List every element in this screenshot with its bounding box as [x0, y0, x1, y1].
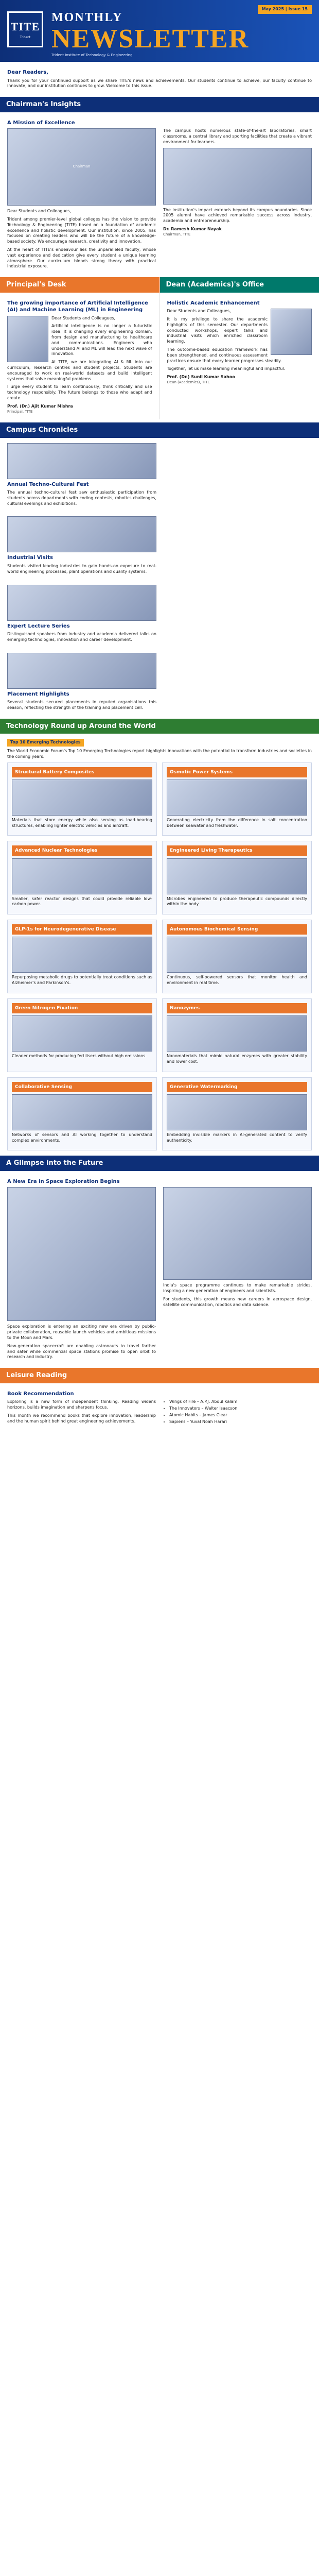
intro-section [0, 62, 319, 97]
tech-item [7, 1077, 157, 1151]
tech-item-photo [167, 1094, 307, 1130]
tech-item-photo [167, 858, 307, 894]
principal-p1: Dear Students and Colleagues, [51, 315, 116, 320]
tech-subtitle: Top 10 Emerging Technologies [7, 739, 84, 747]
principal-photo [7, 316, 48, 362]
principal-p3: At TITE, we are integrating AI & ML into our curriculum, research centres and student projects. Students are encouraged to work on real-world datasets and build intelligent systems that solve meaningful problems. [7, 360, 152, 381]
institute-logo [7, 11, 43, 47]
tech-band: Technology Round up Around the World [0, 719, 319, 734]
campus-section [0, 438, 319, 719]
chairman-p2: Trident among premier-level global colleges has the vision to provide Technology & Engineering (TITE) based on a foundation of academic excellence and holistic development. Our institution, since 2005, has focused on creating leaders who will be the future of a knowledge-based society. We encourage research, creativity and innovation. [7, 216, 156, 244]
future-band: A Glimpse into the Future [0, 1156, 319, 1171]
dean-photo [271, 309, 312, 355]
future-p4: For students, this growth means new careers in aerospace design, satellite communication, robotics and data science. [163, 1297, 312, 1307]
principal-dean-row [0, 277, 319, 419]
tech-item-photo [12, 779, 152, 816]
dean-p4: Together, let us make learning meaningful and impactful. [167, 366, 286, 371]
tech-item-title: Structural Battery Composites [12, 767, 152, 777]
future-p3: India's space programme continues to make remarkable strides, inspiring a new generation of engineers and scientists. [163, 1283, 312, 1294]
tech-item [162, 762, 312, 836]
dean-p3: The outcome-based education framework has been strengthened, and continuous assessment practices ensure that every learner progresses steadily. [167, 347, 282, 363]
tech-item-photo [12, 1094, 152, 1130]
tech-item-text: Generating electricity from the difference in salt concentration between seawater and freshwater. [167, 817, 307, 828]
tech-item-title: Collaborative Sensing [12, 1082, 152, 1092]
campus-item-photo [7, 516, 156, 552]
campus-band: Campus Chronicles [0, 422, 319, 438]
tech-section [0, 734, 319, 1156]
book-item: • Wings of Fire – A.P.J. Abdul Kalam [169, 1399, 312, 1405]
tech-item-text: Smaller, safer reactor designs that could provide reliable low-carbon power. [12, 896, 152, 907]
dean-subtitle: Holistic Academic Enhancement [167, 300, 260, 306]
principal-column [0, 277, 160, 419]
chairman-band: Chairman's Insights [0, 97, 319, 112]
tech-item-photo [167, 937, 307, 973]
tech-item-photo [12, 937, 152, 973]
principal-subtitle: The growing importance of Artificial Intelligence (AI) and Machine Learning (ML) in Engineering [7, 300, 148, 313]
tech-item-photo [12, 1015, 152, 1052]
tech-item-text: Materials that store energy while also serving as load-bearing structures, enabling lighter electric vehicles and aircraft. [12, 817, 152, 828]
dean-band: Dean (Academics)'s Office [160, 277, 319, 293]
campus-item-title: Expert Lecture Series [7, 623, 70, 629]
issue-badge: May 2025 | Issue 15 [258, 5, 312, 14]
tech-item [162, 1077, 312, 1151]
chairman-p1: Dear Students and Colleagues, [7, 209, 72, 214]
tech-item-title: Green Nitrogen Fixation [12, 1003, 152, 1013]
principal-designation: Principal, TITE [7, 409, 33, 414]
tech-item-photo [167, 1015, 307, 1052]
tech-item-text: Nanomaterials that mimic natural enzymes with greater stability and lower cost. [167, 1054, 307, 1064]
future-p1: Space exploration is entering an exciting new era driven by public-private collaboration, reusable launch vehicles and ambitious missions to the Moon and Mars. [7, 1324, 156, 1341]
logo-text: TITE [10, 20, 40, 33]
leisure-subtitle: Book Recommendation [7, 1391, 74, 1397]
campus-item-title: Placement Highlights [7, 691, 69, 697]
tech-item-text: Cleaner methods for producing fertilisers without high emissions. [12, 1054, 147, 1059]
principal-p2: Artificial intelligence is no longer a futuristic idea. It is changing every engineering domain, from design and manufacturing to healthcare and communications. Engineers who understand AI and ML will lead the next wave of innovation. [51, 324, 152, 357]
chairman-designation: Chairman, TITE [163, 232, 191, 236]
masthead [0, 0, 319, 62]
campus-item [7, 653, 156, 714]
leisure-section [0, 1383, 319, 1433]
dean-p2: It is my privilege to share the academic highlights of this semester. Our departments conducted workshops, expert talks and industrial visits which enriched classroom learning. [167, 316, 268, 344]
masthead-main: NEWSLETTER [51, 24, 250, 54]
book-item: • Atomic Habits – James Clear [169, 1413, 312, 1418]
future-section [0, 1171, 319, 1368]
tech-intro: The World Economic Forum's Top 10 Emerging Technologies report highlights innovations with the potential to transform industries and societies in the coming years. [7, 749, 312, 759]
campus-item-title: Annual Techno-Cultural Fest [7, 481, 89, 487]
chairman-subtitle: A Mission of Excellence [7, 120, 75, 126]
tech-item [7, 998, 157, 1072]
institute-name: Trident Institute of Technology & Engineering [51, 53, 133, 57]
intro-text: Thank you for your continued support as we share TITE's news and achievements. Our students continue to achieve, our faculty continue to innovate, and our institution continues to grow. Welcome to this issue. [7, 78, 312, 89]
leisure-band: Leisure Reading [0, 1368, 319, 1383]
tech-item-text: Continuous, self-powered sensors that monitor health and environment in real time. [167, 975, 307, 986]
campus-item-text: The annual techno-cultural fest saw enthusiastic participation from students across departments with coding contests, robotics challenges, cultural evenings and exhibitions. [7, 490, 156, 506]
campus-item-text: Several students secured placements in reputed organisations this season, reflecting the strength of the training and placement cell. [7, 700, 156, 710]
campus-item-text: Students visited leading industries to gain hands-on exposure to real-world engineering processes, plant operations and quality systems. [7, 563, 156, 574]
tech-item-title: Nanozymes [167, 1003, 307, 1013]
dean-signature: Prof. (Dr.) Sunil Kumar Sahoo [167, 375, 235, 380]
tech-item-text: Repurposing metabolic drugs to potentially treat conditions such as Alzheimer's and Parkinson's. [12, 975, 152, 986]
tech-item-title: Generative Watermarking [167, 1082, 307, 1092]
tech-item [7, 762, 157, 836]
leisure-p2: This month we recommend books that explore innovation, leadership and the human spirit behind great engineering achievements. [7, 1413, 156, 1423]
logo-subtext: Trident [20, 35, 31, 39]
masthead-top: MONTHLY [51, 11, 123, 24]
campus-item [7, 516, 156, 577]
intro-greeting: Dear Readers, [7, 70, 49, 75]
chairman-signature: Dr. Ramesh Kumar Nayak [163, 226, 222, 231]
campus-item-text: Distinguished speakers from industry and academia delivered talks on emerging technologies, innovation and career development. [7, 632, 156, 642]
principal-band: Principal's Desk [0, 277, 160, 293]
future-subtitle: A New Era in Space Exploration Begins [7, 1178, 120, 1184]
tech-item-text: Microbes engineered to produce therapeutic compounds directly within the body. [167, 896, 307, 907]
tech-item-title: Advanced Nuclear Technologies [12, 845, 152, 856]
book-list [163, 1399, 312, 1425]
tech-item [162, 998, 312, 1072]
future-p2: New-generation spacecraft are enabling astronauts to travel farther and safer while commercial space stations promise to open orbit to research and industry. [7, 1343, 156, 1360]
chairman-section [0, 112, 319, 277]
tech-item-title: GLP-1s for Neurodegenerative Disease [12, 924, 152, 935]
principal-p4: I urge every student to learn continuously, think critically and use technology responsibly. The future belongs to those who adapt and create. [7, 384, 152, 401]
tech-item [162, 920, 312, 993]
campus-item [7, 443, 156, 510]
dean-designation: Dean (Academics), TITE [167, 380, 210, 384]
campus-photo [163, 148, 312, 205]
chairman-p5: The institution's impact extends beyond its campus boundaries. Since 2005 alumni have achieved remarkable success across industry, academia and entrepreneurship. [163, 207, 312, 224]
tech-item-photo [12, 858, 152, 894]
tech-item-title: Engineered Living Therapeutics [167, 845, 307, 856]
chairman-photo-caption: Chairman [73, 164, 91, 169]
leisure-p1: Exploring is a new form of independent thinking. Reading widens horizons, builds imagination and sharpens focus. [7, 1399, 156, 1410]
book-item: • Sapiens – Yuval Noah Harari [169, 1419, 312, 1425]
campus-item-photo [7, 653, 156, 689]
book-item: • The Innovators – Walter Isaacson [169, 1406, 312, 1412]
tech-item [7, 841, 157, 914]
campus-item [7, 585, 156, 646]
campus-item-photo [7, 443, 156, 479]
chairman-p4: The campus hosts numerous state-of-the-art laboratories, smart classrooms, a central library and sporting facilities that create a vibrant environment for learners. [163, 128, 312, 144]
rocket-photo [7, 1187, 156, 1321]
tech-item-text: Embedding invisible markers in AI-generated content to verify authenticity. [167, 1132, 307, 1143]
chairman-photo [7, 128, 156, 206]
chairman-p3: At the heart of TITE's endeavour lies the unparalleled faculty, whose vast experience and dedication give every student a unique learning atmosphere. Our curriculum blends strong theory with practical industrial exposure. [7, 247, 156, 269]
campus-item-photo [7, 585, 156, 621]
dean-column [160, 277, 319, 419]
principal-signature: Prof. (Dr.) Ajit Kumar Mishra [7, 403, 73, 409]
tech-item-photo [167, 779, 307, 816]
tech-item-text: Networks of sensors and AI working together to understand complex environments. [12, 1132, 152, 1143]
tech-item-title: Osmotic Power Systems [167, 767, 307, 777]
tech-item [162, 841, 312, 914]
space-station-photo [163, 1187, 312, 1280]
masthead-title [51, 9, 249, 53]
campus-item-title: Industrial Visits [7, 555, 53, 561]
tech-item [7, 920, 157, 993]
tech-item-title: Autonomous Biochemical Sensing [167, 924, 307, 935]
dean-p1: Dear Students and Colleagues, [167, 309, 231, 314]
